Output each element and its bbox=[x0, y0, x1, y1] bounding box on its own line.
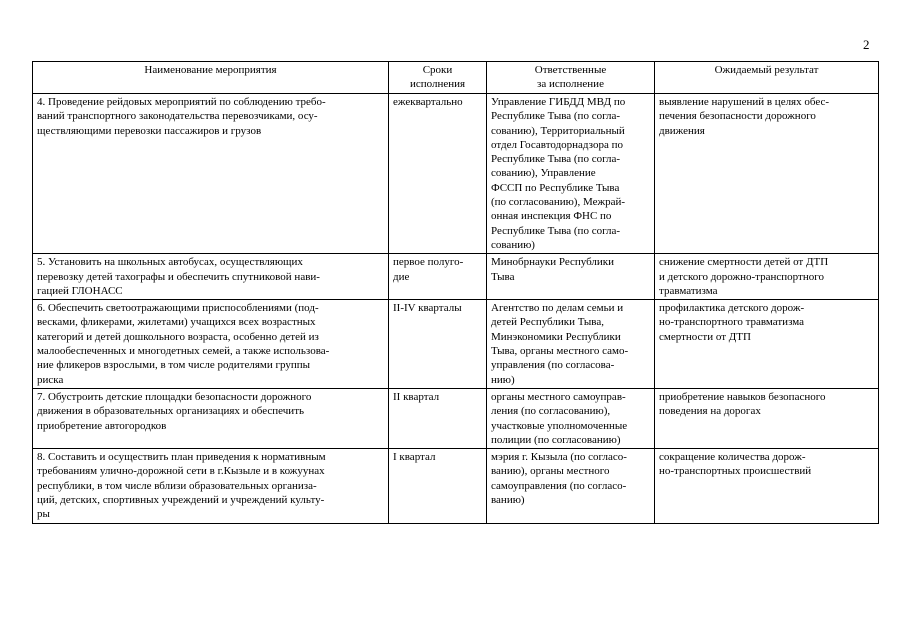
activity-name-cell: 5. Установить на школьных автобусах, осуществляющих перевозку детей тахографы и обеспечить спутниковой нави- гацией ГЛОНАСС bbox=[33, 254, 389, 300]
deadline-cell: первое полуго- дие bbox=[389, 254, 487, 300]
table-row bbox=[33, 449, 879, 523]
table-row bbox=[33, 388, 879, 448]
deadline-cell: ежеквартально bbox=[389, 94, 487, 254]
deadline-cell: II квартал bbox=[389, 388, 487, 448]
activity-name-cell: 7. Обустроить детские площадки безопасности дорожного движения в образовательных организациях и обеспечить приобретение автогородков bbox=[33, 388, 389, 448]
header-expected-result: Ожидаемый результат bbox=[655, 62, 879, 94]
expected-result-cell: приобретение навыков безопасного поведения на дорогах bbox=[655, 388, 879, 448]
responsible-cell: Минобрнауки Республики Тыва bbox=[487, 254, 655, 300]
activity-name-cell: 6. Обеспечить светоотражающими приспособлениями (под- весками, фликерами, жилетами) учащихся всех возрастных категорий и детей дошкольного возраста, особенно детей из малообеспеченных и многодетных семей, а также использова- ние фликеров взрослыми, в том числе родителями группы риска bbox=[33, 300, 389, 389]
table-row bbox=[33, 300, 879, 389]
table-row bbox=[33, 94, 879, 254]
header-responsible: Ответственные за исполнение bbox=[487, 62, 655, 94]
activity-name-cell: 4. Проведение рейдовых мероприятий по соблюдению требо- ваний транспортного законодательства перевозчиками, осу- ществляющими перевозки пассажиров и грузов bbox=[33, 94, 389, 254]
expected-result-cell: сокращение количества дорож- но-транспортных происшествий bbox=[655, 449, 879, 523]
header-deadline: Сроки исполнения bbox=[389, 62, 487, 94]
table-header-row bbox=[33, 62, 879, 94]
activities-table bbox=[32, 61, 879, 524]
table-row bbox=[33, 254, 879, 300]
expected-result-cell: профилактика детского дорож- но-транспортного травматизма смертности от ДТП bbox=[655, 300, 879, 389]
expected-result-cell: выявление нарушений в целях обес- печения безопасности дорожного движения bbox=[655, 94, 879, 254]
deadline-cell: I квартал bbox=[389, 449, 487, 523]
activity-name-cell: 8. Составить и осуществить план приведения к нормативным требованиям улично-дорожной сети в г.Кызыле и в кожуунах республики, в том числе вблизи образовательных организа- ций, детских, спортивных учреждений и учреждений культу- ры bbox=[33, 449, 389, 523]
responsible-cell: Агентство по делам семьи и детей Республики Тыва, Минэкономики Республики Тыва, органы местного само- управления (по согласова- нию) bbox=[487, 300, 655, 389]
responsible-cell: органы местного самоуправ- ления (по согласованию), участковые уполномоченные полиции (по согласованию) bbox=[487, 388, 655, 448]
page-number: 2 bbox=[863, 37, 870, 52]
responsible-cell: Управление ГИБДД МВД по Республике Тыва (по согла- сованию), Территориальный отдел Госавтодорнадзора по Республике Тыва (по согла- сованию), Управление ФССП по Республике Тыва (по согласованию), Межрай- онная инспекция ФНС по Республике Тыва (по согла- сованию) bbox=[487, 94, 655, 254]
deadline-cell: II-IV кварталы bbox=[389, 300, 487, 389]
header-activity-name: Наименование мероприятия bbox=[33, 62, 389, 94]
responsible-cell: мэрия г. Кызыла (по согласо- ванию), органы местного самоуправления (по согласо- ванию) bbox=[487, 449, 655, 523]
expected-result-cell: снижение смертности детей от ДТП и детского дорожно-транспортного травматизма bbox=[655, 254, 879, 300]
